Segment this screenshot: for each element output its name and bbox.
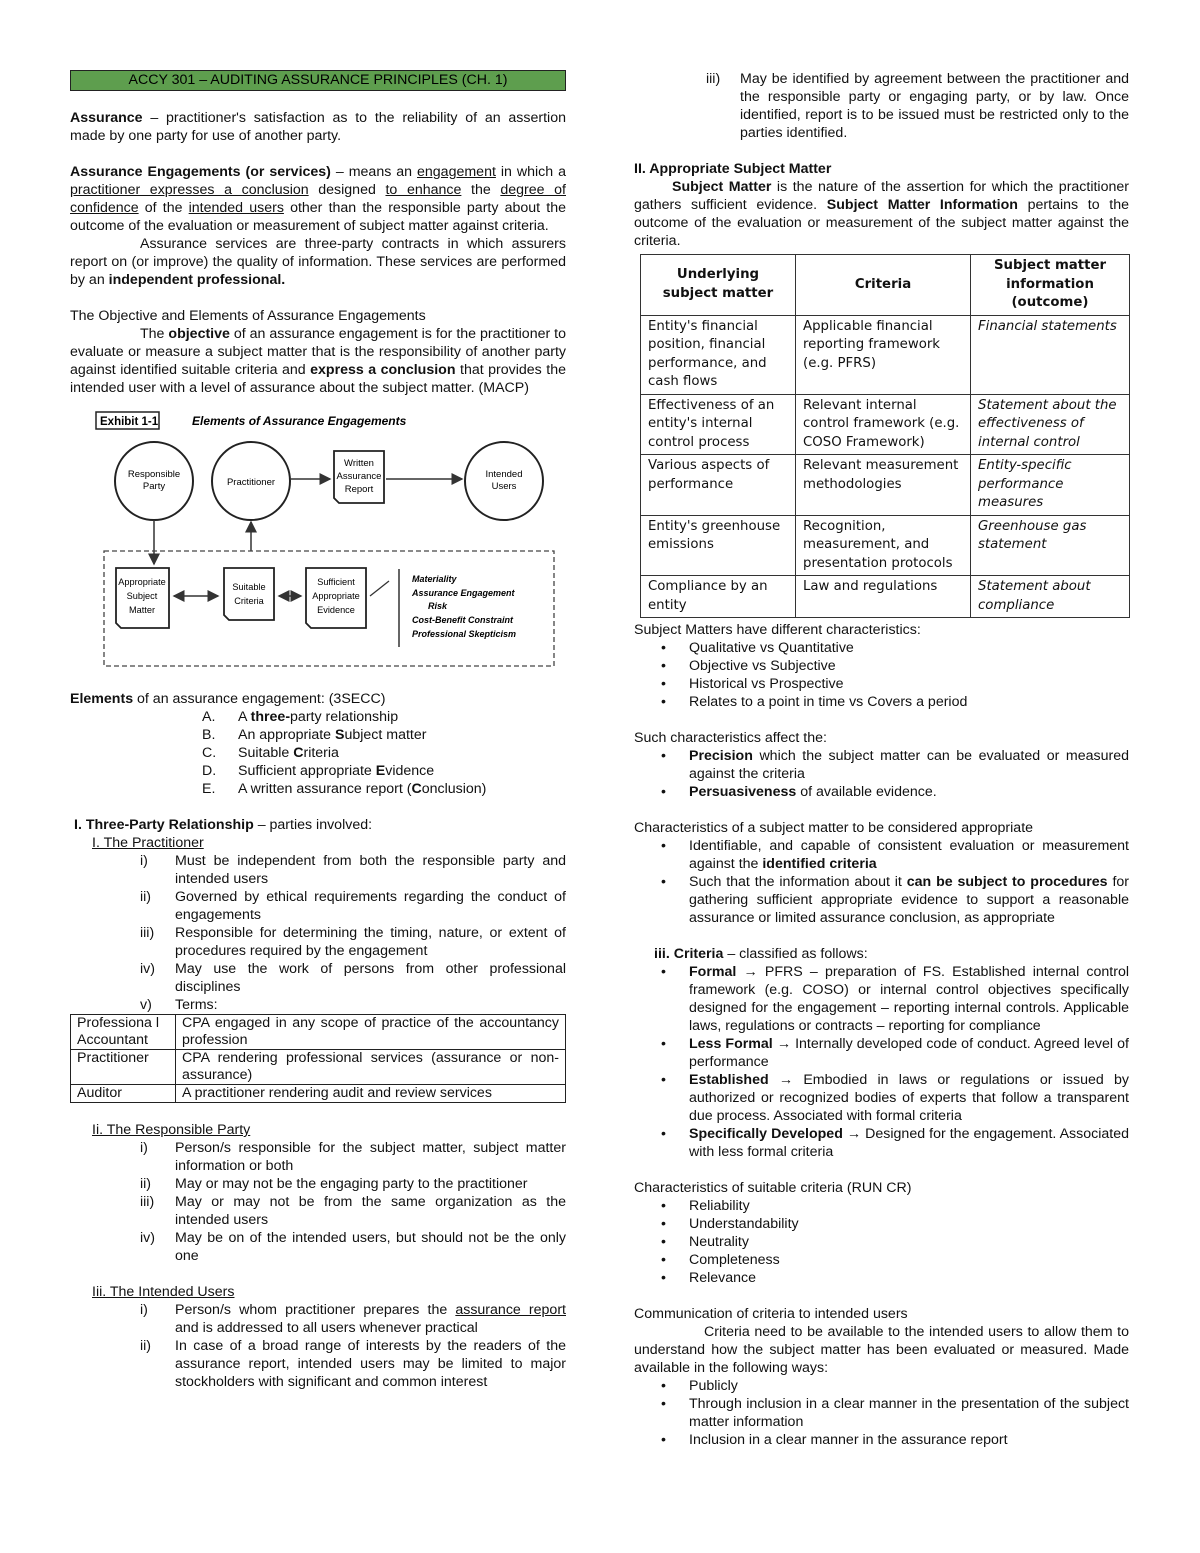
exhibit-label: Exhibit 1-1 — [100, 416, 159, 428]
column-header: Subject matter information (outcome) — [971, 255, 1130, 316]
table-row — [71, 1050, 566, 1085]
criteria-node — [224, 568, 274, 620]
element-item-a: A. A three-party relationship — [202, 709, 399, 725]
list-item: • Less Formal → Internally developed code of conduct. Agreed level of performance — [634, 1035, 1129, 1071]
practitioner-item: i) Must be independent from both the responsible party and intended users — [140, 853, 566, 887]
responsible-party-heading: Ii. The Responsible Party — [92, 1122, 251, 1138]
communication-heading: Communication of criteria to intended users — [634, 1306, 908, 1322]
responsible-item: i) Person/s responsible for the subject matter, subject matter information or both — [140, 1140, 566, 1174]
three-party-heading: I. Three-Party Relationship – parties involved: — [74, 817, 373, 833]
subject-matter-paragraph: Subject Matter is the nature of the assertion for which the practitioner gathers sufficient evidence. Subject Matter Information pertains to the outcome of the evaluation or measurement of the subject matter against the criteria. — [634, 179, 1129, 249]
factor-cost-benefit: Cost-Benefit Constraint — [412, 615, 513, 625]
characteristics-heading: Subject Matters have different characteristics: — [634, 622, 921, 638]
appropriate-list — [634, 837, 1129, 927]
elements-heading: Elements of an assurance engagement: (3SECC) — [70, 691, 386, 707]
subject-line2: Subject — [126, 591, 158, 601]
users-line2: Users — [491, 481, 517, 492]
practitioner-item: iii) Responsible for determining the timing, nature, or extent of procedures required by the engagement — [140, 925, 566, 959]
subject-matter-table — [640, 254, 1130, 618]
table-cell: Greenhouse gas statement — [971, 515, 1130, 576]
list-item: • Qualitative vs Quantitative — [634, 639, 1129, 657]
column-header: Criteria — [796, 255, 971, 316]
practitioner-item: ii) Governed by ethical requirements regarding the conduct of engagements — [140, 889, 566, 923]
engagements-definition: Assurance Engagements (or services) – means an engagement in which a practitioner expresses a conclusion designed to enhance the degree of confidence of the intended users other than the responsible party about the outcome of the evaluation or measurement of subject matter against criteria. — [70, 164, 566, 234]
users-line1: Intended — [485, 469, 523, 480]
list-item: • Through inclusion in a clear manner in the presentation of the subject matter information — [634, 1395, 1129, 1431]
table-cell: Various aspects of performance — [641, 455, 796, 516]
subject-line1: Appropriate — [118, 577, 166, 587]
bracket-line — [370, 581, 389, 596]
criteria-heading: iii. Criteria – classified as follows: — [654, 946, 868, 962]
report-line3: Report — [344, 484, 374, 495]
column-header: Underlying subject matter — [641, 255, 796, 316]
list-item: • Relevance — [634, 1269, 1129, 1287]
subject-line3: Matter — [128, 605, 156, 615]
responsible-party-line2: Party — [142, 481, 166, 492]
list-item: • Reliability — [634, 1197, 1129, 1215]
responsible-item: iv) May be on of the intended users, but should not be the only one — [140, 1230, 566, 1264]
characteristics-list — [634, 639, 1129, 711]
elements-list — [202, 708, 566, 798]
terms-table — [70, 1014, 566, 1103]
list-item: • Completeness — [634, 1251, 1129, 1269]
users-item: ii) In case of a broad range of interests by the readers of the assurance report, intended users may be limited to major stockholders with significant and common interest — [140, 1338, 566, 1390]
practitioner-heading: I. The Practitioner — [92, 835, 204, 851]
users-item: i) Person/s whom practitioner prepares the assurance report and is addressed to all users whenever practical — [140, 1302, 566, 1336]
page-title: ACCY 301 – AUDITING ASSURANCE PRINCIPLES (CH. 1) — [70, 70, 566, 91]
list-item: • Inclusion in a clear manner in the assurance report — [634, 1431, 1129, 1449]
element-item-d: D. Sufficient appropriate Evidence — [202, 763, 435, 779]
responsible-item: ii) May or may not be the engaging party to the practitioner — [140, 1176, 528, 1192]
table-row — [71, 1085, 566, 1103]
list-item: • Objective vs Subjective — [634, 657, 1129, 675]
affect-list — [634, 747, 1129, 801]
criteria-line1: Suitable — [232, 582, 266, 592]
communication-list — [634, 1377, 1129, 1449]
list-item: • Historical vs Prospective — [634, 675, 1129, 693]
practitioner-item: iv) May use the work of persons from other professional disciplines — [140, 961, 566, 995]
table-cell: Relevant internal control framework (e.g. COSO Framework) — [796, 394, 971, 455]
users-item: iii) May be identified by agreement between the practitioner and the responsible party or engaging party, or by law. Once identified, report is to be issued must be restricted only to the parties identified. — [706, 71, 1129, 141]
table-cell: Statement about the effectiveness of internal control — [971, 394, 1130, 455]
factor-engagement: Assurance Engagement — [412, 588, 515, 598]
responsible-party-line1: Responsible — [127, 469, 181, 480]
list-item: • Precision which the subject matter can be evaluated or measured against the criteria — [634, 747, 1129, 783]
list-item: • Such that the information about it can be subject to procedures for gathering sufficient appropriate evidence to support a reasonable assurance or limited assurance conclusion, as appropriate — [634, 873, 1129, 927]
table-row — [641, 315, 1130, 394]
practitioner-item: v) Terms: — [140, 997, 218, 1013]
right-column — [634, 70, 1129, 1449]
term-definition: CPA rendering professional services (assurance or non-assurance) — [176, 1050, 566, 1085]
factor-risk: Risk — [428, 601, 448, 611]
objective-paragraph: The objective of an assurance engagement is for the practitioner to evaluate or measure a subject matter that is the responsibility of another party against identified suitable criteria and express a conclusion that provides the intended user with a level of assurance about the subject matter. (MACP) — [70, 326, 566, 396]
table-cell: Relevant measurement methodologies — [796, 455, 971, 516]
table-cell: Compliance by an entity — [641, 576, 796, 618]
evidence-line2: Appropriate — [312, 591, 360, 601]
report-line1: Written — [344, 458, 374, 469]
suitable-criteria-list — [634, 1197, 1129, 1287]
evidence-line1: Sufficient — [317, 577, 355, 587]
table-row — [641, 455, 1130, 516]
element-item-e: E. A written assurance report (Conclusion) — [202, 781, 487, 797]
list-item: • Relates to a point in time vs Covers a period — [634, 693, 1129, 711]
assurance-definition: Assurance – practitioner's satisfaction as to the reliability of an assertion made by one party for use of another party. — [70, 110, 566, 144]
practitioner-label: Practitioner — [226, 477, 276, 488]
list-item: • Neutrality — [634, 1233, 1129, 1251]
objective-heading: The Objective and Elements of Assurance Engagements — [70, 308, 426, 324]
table-row — [641, 515, 1130, 576]
element-item-c: C. Suitable Criteria — [202, 745, 339, 761]
table-cell: Recognition, measurement, and presentation protocols — [796, 515, 971, 576]
left-column — [70, 70, 566, 1391]
criteria-list — [634, 963, 1129, 1161]
list-item: • Established → Embodied in laws or regulations or issued by authorized or recognized bodies of experts that follow a transparent due process. Associated with formal criteria — [634, 1071, 1129, 1125]
table-cell: Applicable financial reporting framework (e.g. PFRS) — [796, 315, 971, 394]
communication-paragraph: Criteria need to be available to the intended users to allow them to understand how the subject matter has been evaluated or measured. Made available in the following ways: — [634, 1324, 1129, 1376]
appropriate-heading: Characteristics of a subject matter to be considered appropriate — [634, 820, 1034, 836]
services-paragraph: Assurance services are three-party contracts in which assurers report on (or improve) the quality of information. These services are performed by an independent professional. — [70, 236, 566, 288]
responsible-item: iii) May or may not be from the same organization as the intended users — [140, 1194, 566, 1228]
exhibit-title: Elements of Assurance Engagements — [192, 414, 407, 428]
list-item: • Identifiable, and capable of consistent evaluation or measurement against the identified criteria — [634, 837, 1129, 873]
suitable-criteria-heading: Characteristics of suitable criteria (RUN CR) — [634, 1180, 912, 1196]
table-row — [641, 576, 1130, 618]
factor-skepticism: Professional Skepticism — [412, 629, 517, 639]
evidence-line3: Evidence — [317, 605, 355, 615]
exhibit-diagram — [94, 409, 566, 676]
list-item: • Persuasiveness of available evidence. — [634, 783, 1129, 801]
table-cell: Entity's greenhouse emissions — [641, 515, 796, 576]
list-item: • Understandability — [634, 1215, 1129, 1233]
table-cell: Financial statements — [971, 315, 1130, 394]
table-row — [71, 1015, 566, 1050]
criteria-line2: Criteria — [234, 596, 264, 606]
table-header-row — [641, 255, 1130, 316]
table-cell: Law and regulations — [796, 576, 971, 618]
table-cell: Effectiveness of an entity's internal control process — [641, 394, 796, 455]
table-cell: Entity's financial position, financial performance, and cash flows — [641, 315, 796, 394]
factor-materiality: Materiality — [412, 574, 457, 584]
report-line2: Assurance — [336, 471, 382, 482]
list-item: • Specifically Developed → Designed for the engagement. Associated with less formal criteria — [634, 1125, 1129, 1161]
table-cell: Entity-specific performance measures — [971, 455, 1130, 516]
term-name: Auditor — [71, 1085, 176, 1103]
term-name: Professiona l Accountant — [71, 1015, 176, 1050]
list-item: • Publicly — [634, 1377, 1129, 1395]
term-definition: CPA engaged in any scope of practice of the accountancy profession — [176, 1015, 566, 1050]
affect-heading: Such characteristics affect the: — [634, 730, 827, 746]
list-item: • Formal → PFRS – preparation of FS. Established internal control framework (e.g. COSO) or internal control objectives specifically designed for the engagement – reporting internal controls. Applicable laws, regulations or contracts – reporting for compliance — [634, 963, 1129, 1035]
table-row — [641, 394, 1130, 455]
table-cell: Statement about compliance — [971, 576, 1130, 618]
term-name: Practitioner — [71, 1050, 176, 1085]
intended-users-heading: Iii. The Intended Users — [92, 1284, 235, 1300]
term-definition: A practitioner rendering audit and review services — [176, 1085, 566, 1103]
element-item-b: B. An appropriate Subject matter — [202, 727, 427, 743]
subject-matter-heading: II. Appropriate Subject Matter — [634, 161, 832, 177]
